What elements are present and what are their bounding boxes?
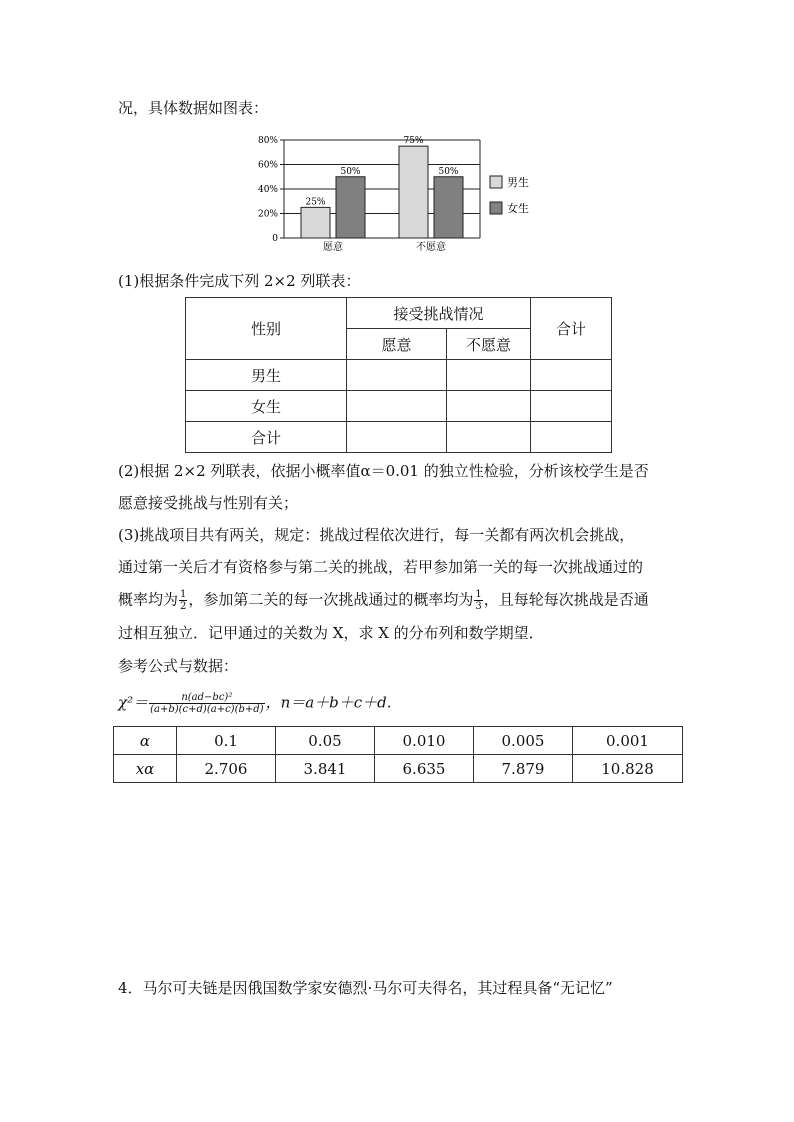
header-group: 接受挑战情况 (347, 298, 531, 329)
question-2-line-1: (2)根据 2×2 列联表，依据小概率值α＝0.01 的独立性检验，分析该校学生是否 (118, 462, 649, 480)
header-gender: 性别 (186, 298, 347, 360)
contingency-table (185, 297, 612, 453)
fraction-one-third: $\frac{1}{3}$ (475, 589, 482, 612)
formula-lhs: χ²＝ (118, 693, 149, 712)
bar-value-label: 50% (340, 166, 361, 177)
header-total: 合计 (531, 298, 612, 360)
x-alpha-value: 3.841 (276, 755, 375, 783)
cell (447, 422, 531, 453)
y-tick-label: 0 (272, 234, 278, 244)
x-category-label: 不愿意 (416, 242, 446, 253)
alpha-value: 0.05 (276, 727, 375, 755)
critical-value-table (113, 726, 683, 783)
cell (347, 422, 447, 453)
cell (347, 391, 447, 422)
cell (531, 422, 612, 453)
bar (336, 177, 365, 238)
x-alpha-value: 6.635 (375, 755, 474, 783)
cell (447, 391, 531, 422)
question-3-line-2: 通过第一关后才有资格参与第二关的挑战，若甲参加第一关的每一次挑战通过的 (118, 558, 644, 576)
intro-text: 况，具体数据如图表： (118, 99, 269, 117)
y-tick-label: 40% (257, 185, 278, 195)
legend-label: 男生 (507, 176, 529, 189)
bar-value-label: 50% (438, 166, 459, 177)
y-tick-label: 20% (257, 209, 278, 220)
question-3-line-3 (118, 589, 649, 612)
formula-rhs: ，n＝a＋b＋c＋d. (265, 693, 392, 712)
reference-title: 参考公式与数据： (118, 657, 239, 675)
bar-value-label: 25% (305, 197, 326, 208)
alpha-value: 0.1 (177, 727, 276, 755)
bar (301, 207, 330, 238)
question-1: (1)根据条件完成下列 2×2 列联表： (118, 272, 361, 290)
cell (447, 360, 531, 391)
header-yes: 愿意 (347, 329, 447, 360)
bar-chart (250, 128, 550, 258)
x-category-label: 愿意 (323, 242, 343, 253)
fraction-one-half: $\frac{1}{2}$ (180, 589, 187, 612)
row-label-total: 合计 (186, 422, 347, 453)
q3-text-b: ，参加第二关的每一次挑战通过的概率均为 (188, 590, 474, 609)
row-label-male: 男生 (186, 360, 347, 391)
x-alpha-value: 2.706 (177, 755, 276, 783)
question-3-line-4: 过相互独立．记甲通过的关数为 X，求 X 的分布列和数学期望． (118, 624, 544, 642)
cell (531, 360, 612, 391)
chart-legend (490, 175, 529, 215)
bar (399, 146, 428, 238)
legend-swatch (490, 176, 502, 188)
q3-text-a: 概率均为 (118, 590, 179, 609)
question-3-line-1: (3)挑战项目共有两关，规定：挑战过程依次进行，每一关都有两次机会挑战， (118, 526, 635, 544)
header-no: 不愿意 (447, 329, 531, 360)
x-alpha-value: 7.879 (474, 755, 573, 783)
cell (531, 391, 612, 422)
legend-swatch (490, 202, 502, 214)
question-2-line-2: 愿意接受挑战与性别有关； (118, 494, 299, 512)
alpha-value: 0.010 (375, 727, 474, 755)
legend-label: 女生 (507, 202, 529, 215)
y-tick-label: 60% (257, 160, 278, 171)
q3-text-c: ，且每轮每次挑战是否通 (483, 590, 649, 609)
alpha-value: 0.005 (474, 727, 573, 755)
chart-bars (301, 136, 463, 253)
question-4: 4．马尔可夫链是因俄国数学家安德烈·马尔可夫得名，其过程具备“无记忆” (118, 979, 613, 997)
cell (347, 360, 447, 391)
formula-fraction: $\frac{\text{n(ad−bc)²}}{(a+b)(c+d)(a+c)(b+d)}$ (150, 692, 264, 715)
y-tick-label: 80% (257, 136, 278, 146)
chi-square-formula (118, 692, 392, 715)
bar (434, 177, 463, 238)
bar-value-label: 75% (403, 136, 424, 147)
x-alpha-value: 10.828 (573, 755, 683, 783)
row-label-female: 女生 (186, 391, 347, 422)
alpha-label: α (114, 727, 177, 755)
x-alpha-label: xα (114, 755, 177, 783)
alpha-value: 0.001 (573, 727, 683, 755)
